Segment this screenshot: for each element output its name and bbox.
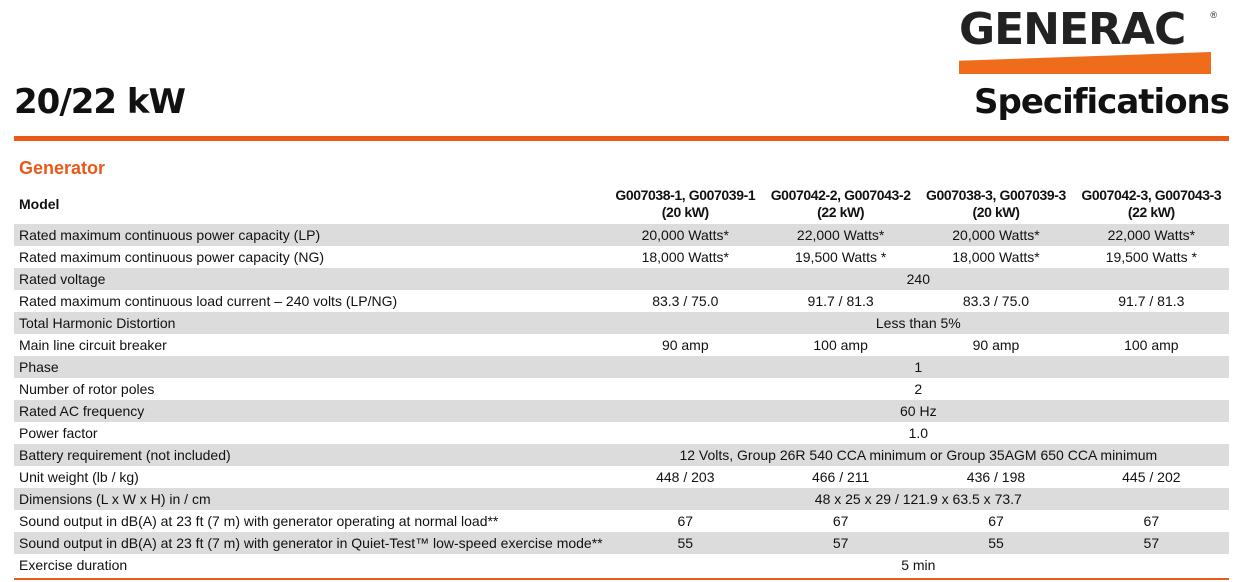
spec-row: [14, 466, 1229, 488]
spec-row: [14, 422, 1229, 444]
spec-label: Total Harmonic Distortion: [14, 312, 608, 334]
spec-row: [14, 334, 1229, 356]
model-header: G007038-3, G007039-3 (20 kW): [926, 187, 1066, 220]
spec-value: 1: [608, 356, 1229, 378]
spec-label: Rated maximum continuous power capacity (NG): [19, 249, 325, 265]
page-subtitle: Specifications: [974, 82, 1229, 122]
spec-label: Phase: [14, 356, 608, 378]
spec-label: Power factor: [19, 425, 98, 441]
spec-label: Battery requirement (not included): [14, 444, 608, 466]
spec-label: Rated AC frequency: [14, 400, 608, 422]
spec-value: 55: [608, 532, 763, 554]
spec-value: 67: [988, 513, 1004, 529]
spec-row: [14, 510, 1229, 532]
spec-value: 19,500 Watts *: [794, 249, 887, 265]
spec-value: 240: [608, 268, 1229, 290]
spec-table-body: [14, 184, 1229, 576]
spec-value: 90 amp: [972, 337, 1020, 353]
spec-row: [14, 246, 1229, 268]
spec-label: Sound output in dB(A) at 23 ft (7 m) with generator operating at normal load**: [19, 513, 499, 529]
model-header: G007042-2, G007043-2 (22 kW): [770, 187, 911, 220]
spec-value: 19,500 Watts *: [1105, 249, 1197, 265]
spec-value: 1.0: [908, 425, 929, 441]
spec-value: 67: [677, 513, 694, 529]
model-header: G007042-3, G007043-3 (22 kW): [1081, 187, 1222, 220]
spec-value: 445 / 202: [1122, 469, 1181, 485]
page-title: 20/22 kW: [14, 82, 185, 122]
spec-value: 20,000 Watts*: [608, 224, 763, 246]
spec-row: [14, 312, 1229, 334]
spec-row: [14, 268, 1229, 290]
spec-value: 60 Hz: [608, 400, 1229, 422]
spec-value: 67: [832, 513, 849, 529]
spec-row: [14, 356, 1229, 378]
spec-label: Exercise duration: [19, 557, 128, 573]
spec-value: 100 amp: [1124, 337, 1179, 353]
spec-value: 91.7 / 81.3: [1118, 293, 1185, 309]
model-header: G007038-1, G007039-1 (20 kW): [615, 187, 756, 220]
spec-value: 12 Volts, Group 26R 540 CCA minimum or Group 35AGM 650 CCA minimum: [608, 444, 1229, 466]
spec-row: [14, 224, 1229, 246]
spec-value: 5 min: [901, 557, 936, 573]
spec-value: 18,000 Watts*: [641, 249, 729, 265]
spec-label: Dimensions (L x W x H) in / cm: [14, 488, 608, 510]
spec-label: Number of rotor poles: [19, 381, 155, 397]
spec-table: [14, 184, 1229, 576]
section-title: Generator: [19, 158, 106, 178]
spec-row: [14, 400, 1229, 422]
generac-logo: [959, 4, 1229, 74]
spec-label: Sound output in dB(A) at 23 ft (7 m) with generator in Quiet-Test™ low-speed exercise mode**: [14, 532, 608, 554]
spec-value: 22,000 Watts*: [763, 224, 918, 246]
spec-value: 48 x 25 x 29 / 121.9 x 63.5 x 73.7: [608, 488, 1229, 510]
spec-value: 100 amp: [813, 337, 868, 353]
spec-value: 448 / 203: [656, 469, 715, 485]
spec-value: 83.3 / 75.0: [962, 293, 1030, 309]
registered-mark: ®: [1210, 10, 1217, 20]
spec-row: [14, 444, 1229, 466]
footer-rule: [14, 578, 1229, 580]
spec-row: [14, 488, 1229, 510]
logo-wordmark: GENERAC: [959, 4, 1186, 55]
model-label: Model: [19, 195, 60, 212]
spec-value: 83.3 / 75.0: [652, 293, 719, 309]
spec-value: 20,000 Watts*: [918, 224, 1073, 246]
spec-label: Main line circuit breaker: [19, 337, 167, 353]
spec-value: 55: [918, 532, 1073, 554]
spec-row: [14, 554, 1229, 576]
spec-value: 90 amp: [661, 337, 709, 353]
spec-value: 436 / 198: [966, 469, 1026, 485]
spec-row: [14, 532, 1229, 554]
spec-row: [14, 378, 1229, 400]
spec-label: Unit weight (lb / kg): [19, 469, 139, 485]
spec-value: 18,000 Watts*: [952, 249, 1040, 265]
spec-label: Rated maximum continuous power capacity (LP): [14, 224, 608, 246]
spec-label: Rated maximum continuous load current – 240 volts (LP/NG): [19, 293, 398, 309]
spec-value: 67: [1143, 513, 1160, 529]
spec-value: 57: [1074, 532, 1229, 554]
spec-value: 22,000 Watts*: [1074, 224, 1229, 246]
spec-label: Rated voltage: [14, 268, 608, 290]
spec-value: 57: [763, 532, 918, 554]
model-row: [14, 184, 1229, 224]
header-rule: [14, 136, 1229, 141]
spec-value: 466 / 211: [811, 469, 870, 485]
spec-row: [14, 290, 1229, 312]
spec-value: 91.7 / 81.3: [807, 293, 874, 309]
spec-value: Less than 5%: [608, 312, 1229, 334]
spec-value: 2: [914, 381, 923, 397]
